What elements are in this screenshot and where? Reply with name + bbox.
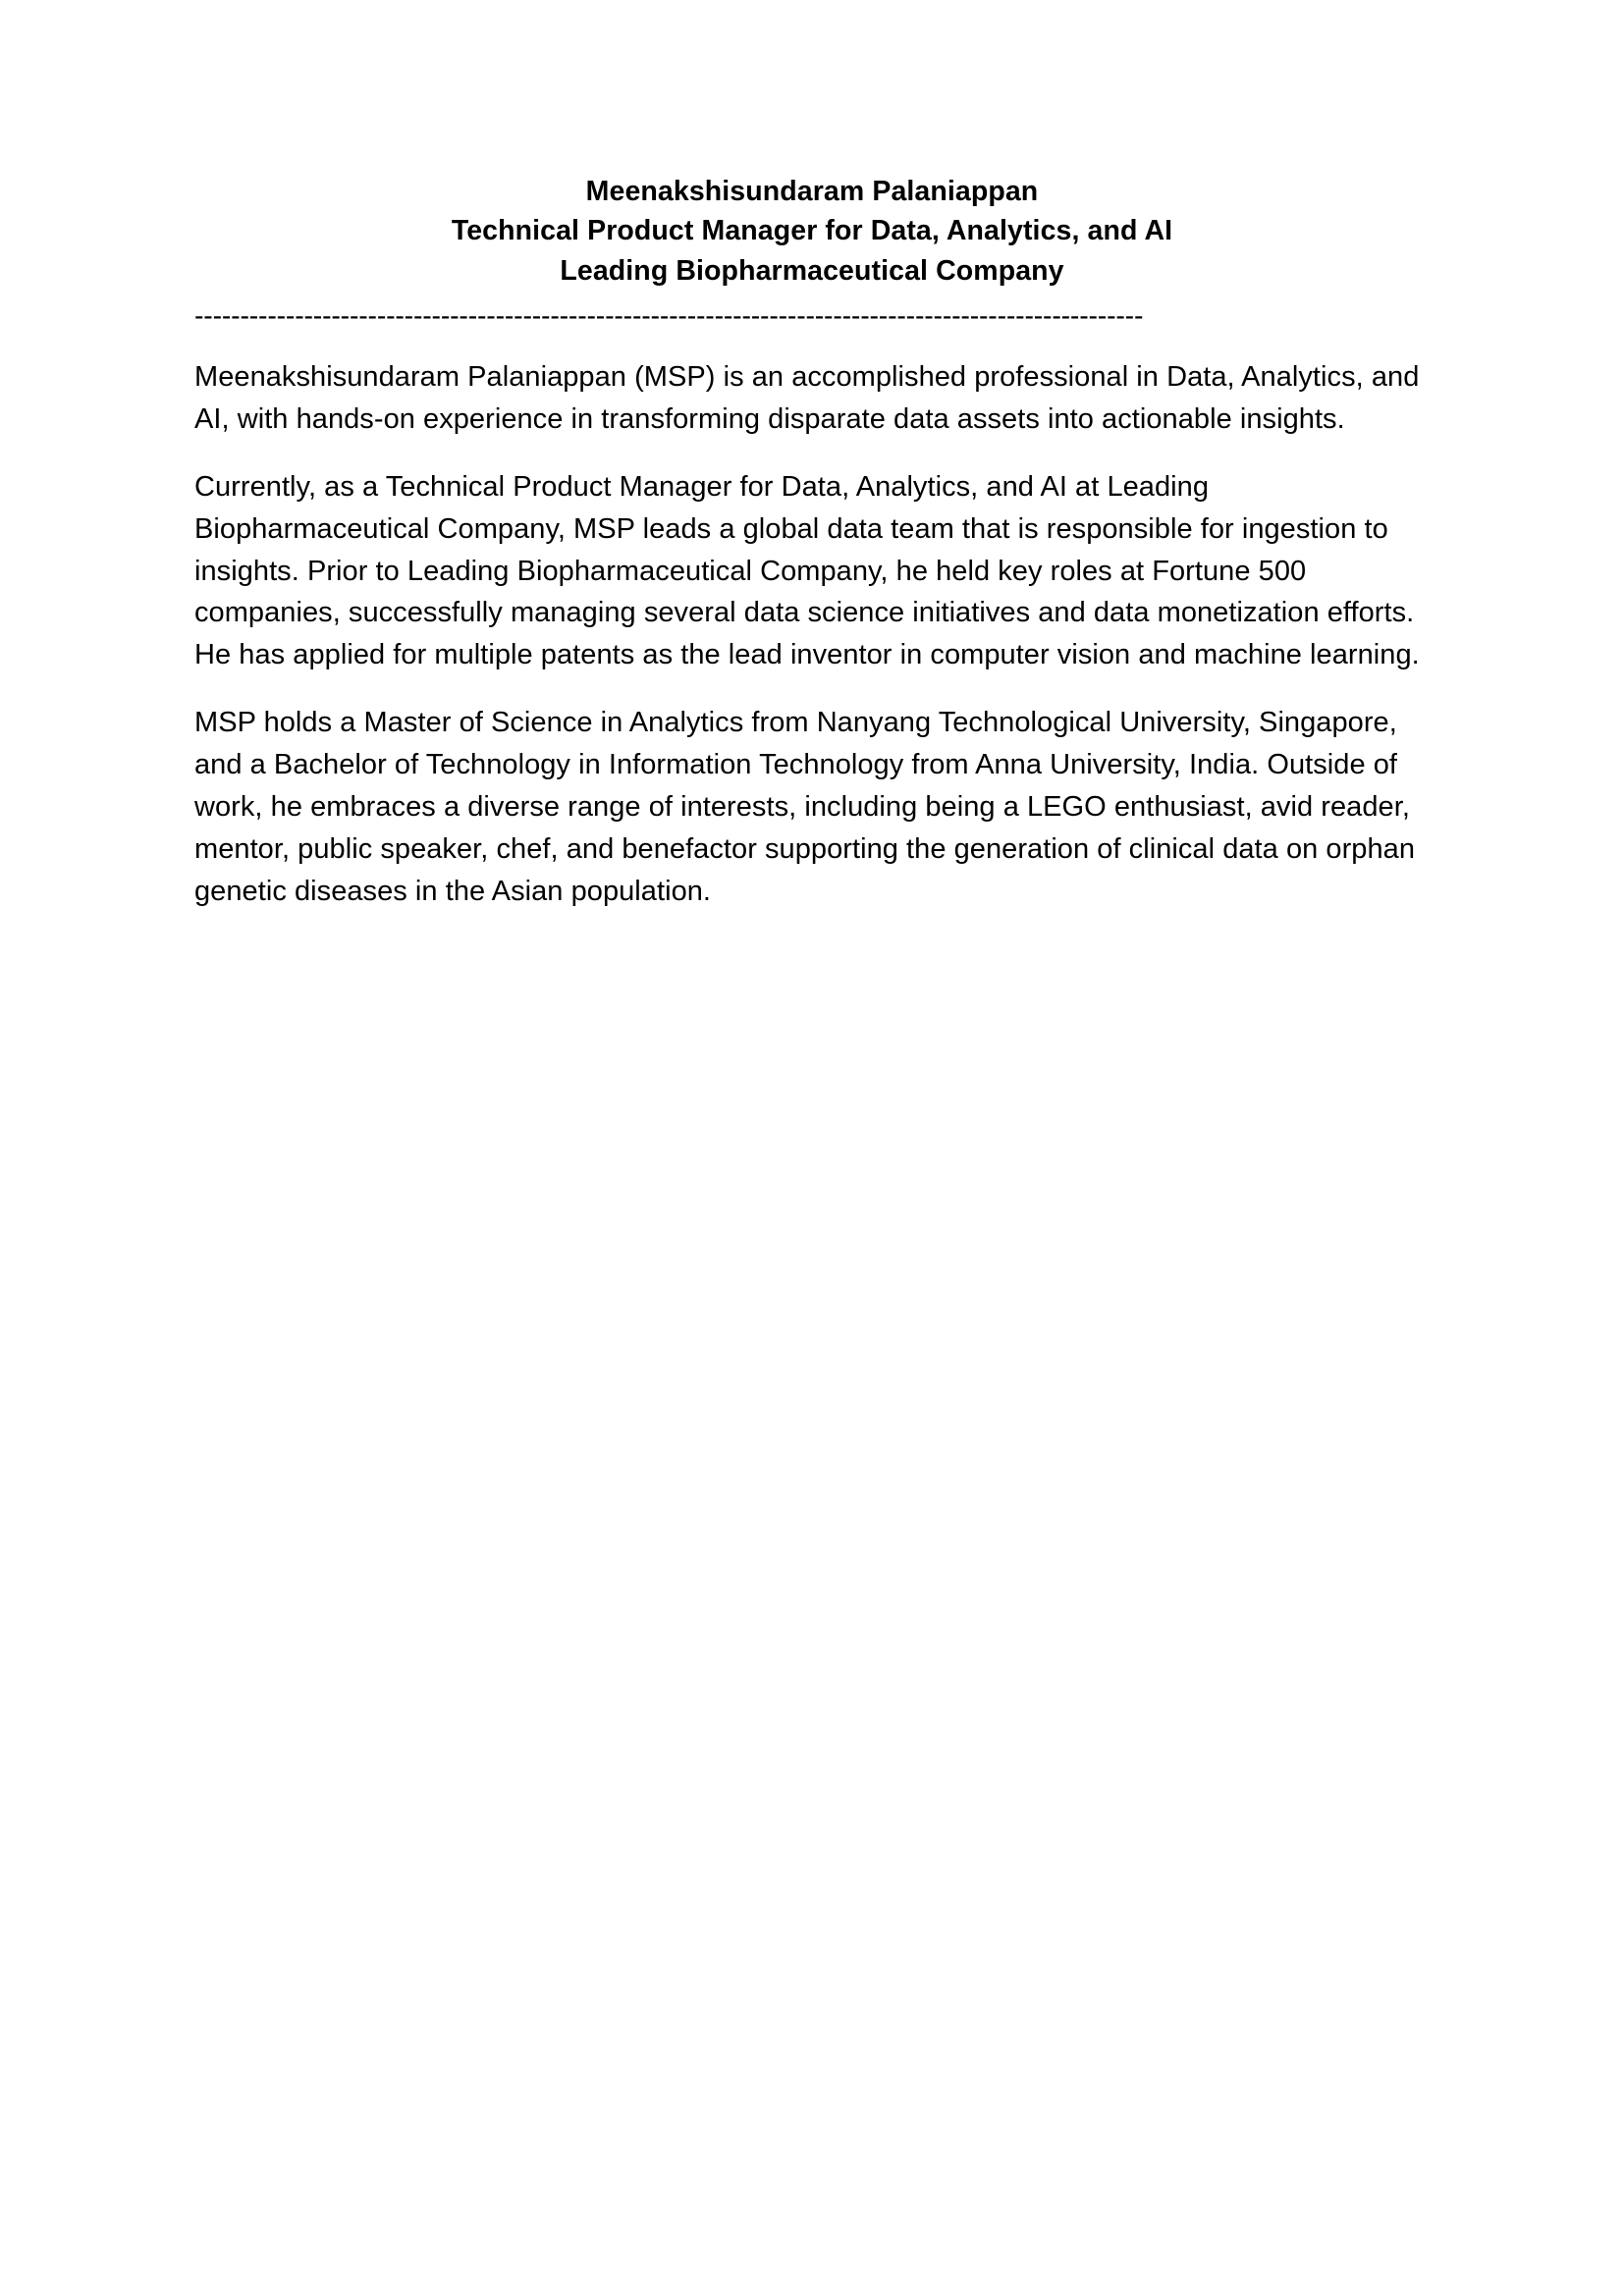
document-title-block: [194, 172, 1430, 291]
paragraph-current-role: Currently, as a Technical Product Manager for Data, Analytics, and AI at Leading Biopharmaceutical Company, MSP leads a global data team that is responsible for ingestion to insights. Prior to Leading Biopharmaceutical Company, he held key roles at Fortune 500 companies, successfully managing several data science initiatives and data monetization efforts. He has applied for multiple patents as the lead inventor in computer vision and machine learning.: [194, 470, 1420, 671]
title-line-company: Leading Biopharmaceutical Company: [560, 254, 1064, 287]
horizontal-divider: --------------------------------------------------------------------------------------------------------: [194, 302, 1144, 331]
paragraph-list: [194, 356, 1430, 913]
document-body: [194, 172, 1430, 913]
paragraph-intro: Meenakshisundaram Palaniappan (MSP) is an accomplished professional in Data, Analytics, and AI, with hands-on experience in transforming disparate data assets into actionable insights.: [194, 360, 1420, 435]
title-line-role: Technical Product Manager for Data, Analytics, and AI: [451, 215, 1173, 247]
paragraph-education-interests: MSP holds a Master of Science in Analytics from Nanyang Technological University, Singapore, and a Bachelor of Technology in Information Technology from Anna University, India. Outside of work, he embraces a diverse range of interests, including being a LEGO enthusiast, avid reader, mentor, public speaker, chef, and benefactor supporting the generation of clinical data on orphan genetic diseases in the Asian population.: [194, 707, 1416, 907]
title-line-name: Meenakshisundaram Palaniappan: [585, 176, 1039, 207]
